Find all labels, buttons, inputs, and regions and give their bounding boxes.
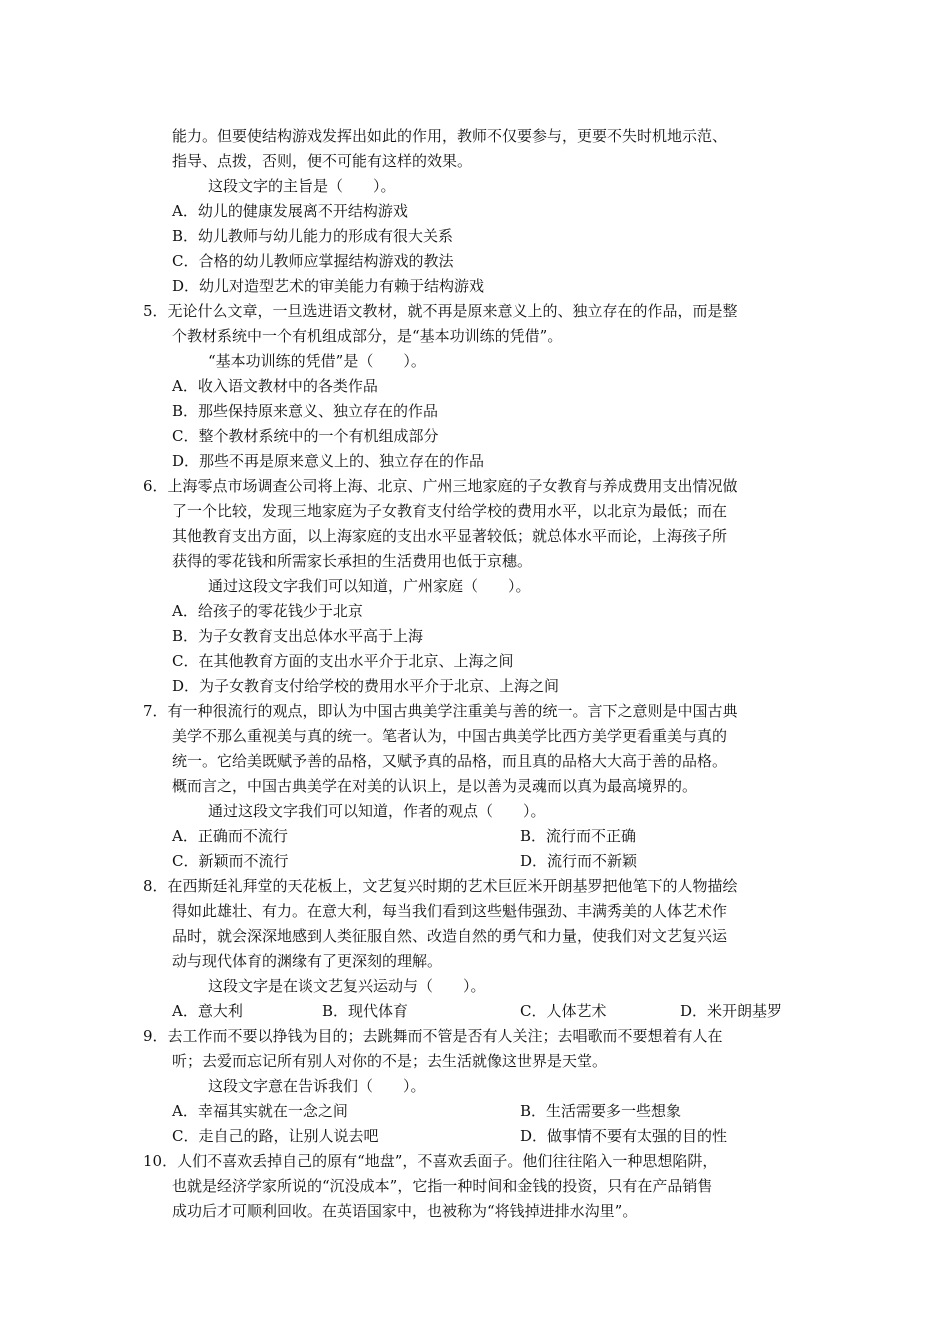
q5-stem: “基本功训练的凭借”是（ ）。 <box>208 352 426 370</box>
q7-option-d: D．流行而不新颖 <box>520 852 638 870</box>
q6-option-a: A．给孩子的零花钱少于北京 <box>172 602 363 620</box>
q10-text-line-3: 成功后才可顺利回收。在英语国家中，也被称为“将钱掉进排水沟里”。 <box>172 1202 638 1220</box>
q9-stem: 这段文字意在告诉我们（ ）。 <box>208 1077 426 1095</box>
q10-text-line-1: 10．人们不喜欢丢掉自己的原有“地盘”，不喜欢丢面子。他们往往陷入一种思想陷阱， <box>143 1152 718 1170</box>
q9-option-a: A．幸福其实就在一念之间 <box>172 1102 348 1120</box>
q4-text-line-2: 指导、点拨，否则，便不可能有这样的效果。 <box>172 152 473 170</box>
q7-stem: 通过这段文字我们可以知道，作者的观点（ ）。 <box>208 802 546 820</box>
q7-text-line-4: 概而言之，中国古典美学在对美的认识上，是以善为灵魂而以真为最高境界的。 <box>172 777 698 795</box>
q6-text-line-3: 其他教育支出方面，以上海家庭的支出水平显著较低；就总体水平而论，上海孩子所 <box>172 527 728 545</box>
q6-stem: 通过这段文字我们可以知道，广州家庭（ ）。 <box>208 577 531 595</box>
q7-option-c: C．新颖而不流行 <box>172 852 289 870</box>
q6-text-line-1: 6．上海零点市场调查公司将上海、北京、广州三地家庭的子女教育与养成费用支出情况做 <box>143 477 738 495</box>
q5-option-a: A．收入语文教材中的各类作品 <box>172 377 378 395</box>
q8-stem: 这段文字是在谈文艺复兴运动与（ ）。 <box>208 977 486 995</box>
q6-text-line-4: 获得的零花钱和所需家长承担的生活费用也低于京穗。 <box>172 552 533 570</box>
q4-text-line-1: 能力。但要使结构游戏发挥出如此的作用，教师不仅要参与，更要不失时机地示范、 <box>172 127 728 145</box>
q5-option-c: C．整个教材系统中的一个有机组成部分 <box>172 427 439 445</box>
q7-option-a: A．正确而不流行 <box>172 827 288 845</box>
q7-option-b: B．流行而不正确 <box>520 827 637 845</box>
q4-option-c: C．合格的幼儿教师应掌握结构游戏的教法 <box>172 252 454 270</box>
q4-option-b: B．幼儿教师与幼儿能力的形成有很大关系 <box>172 227 454 245</box>
q6-option-d: D．为子女教育支付给学校的费用水平介于北京、上海之间 <box>172 677 560 695</box>
q7-text-line-3: 统一。它给美既赋予善的品格，又赋予真的品格，而且真的品格大大高于善的品格。 <box>172 752 728 770</box>
q8-text-line-3: 品时，就会深深地感到人类征服自然、改造自然的勇气和力量，使我们对文艺复兴运 <box>172 927 728 945</box>
q9-option-d: D．做事情不要有太强的目的性 <box>520 1127 728 1145</box>
q8-text-line-2: 得如此雄壮、有力。在意大利，每当我们看到这些魁伟强劲、丰满秀美的人体艺术作 <box>172 902 728 920</box>
q4-option-d: D．幼儿对造型艺术的审美能力有赖于结构游戏 <box>172 277 485 295</box>
q8-option-b: B．现代体育 <box>322 1002 409 1020</box>
q5-text-line-2: 个教材系统中一个有机组成部分，是“基本功训练的凭借”。 <box>172 327 563 345</box>
q9-option-c: C．走自己的路，让别人说去吧 <box>172 1127 379 1145</box>
q6-text-line-2: 了一个比较，发现三地家庭为子女教育支付给学校的费用水平，以北京为最低；而在 <box>172 502 728 520</box>
q4-stem: 这段文字的主旨是（ ）。 <box>208 177 396 195</box>
q8-option-a: A．意大利 <box>172 1002 243 1020</box>
q7-text-line-1: 7．有一种很流行的观点，即认为中国古典美学注重美与善的统一。言下之意则是中国古典 <box>143 702 738 720</box>
q6-option-c: C．在其他教育方面的支出水平介于北京、上海之间 <box>172 652 514 670</box>
q8-text-line-4: 动与现代体育的渊缘有了更深刻的理解。 <box>172 952 443 970</box>
q7-text-line-2: 美学不那么重视美与真的统一。笔者认为，中国古典美学比西方美学更看重美与真的 <box>172 727 728 745</box>
q9-text-line-2: 听；去爱而忘记所有别人对你的不是；去生活就像这世界是天堂。 <box>172 1052 608 1070</box>
q5-option-b: B．那些保持原来意义、独立存在的作品 <box>172 402 439 420</box>
q5-option-d: D．那些不再是原来意义上的、独立存在的作品 <box>172 452 485 470</box>
q9-text-line-1: 9．去工作而不要以挣钱为目的；去跳舞而不管是否有人关注；去唱歌而不要想着有人在 <box>143 1027 723 1045</box>
q9-option-b: B．生活需要多一些想象 <box>520 1102 682 1120</box>
q6-option-b: B．为子女教育支出总体水平高于上海 <box>172 627 424 645</box>
q5-text-line-1: 5．无论什么文章，一旦选进语文教材，就不再是原来意义上的、独立存在的作品，而是整 <box>143 302 738 320</box>
q10-text-line-2: 也就是经济学家所说的“沉没成本”，它指一种时间和金钱的投资，只有在产品销售 <box>172 1177 713 1195</box>
q8-text-line-1: 8．在西斯廷礼拜堂的天花板上，文艺复兴时期的艺术巨匠米开朗基罗把他笔下的人物描绘 <box>143 877 738 895</box>
q8-option-c: C．人体艺术 <box>520 1002 607 1020</box>
q8-option-d: D．米开朗基罗 <box>680 1002 783 1020</box>
q4-option-a: A．幼儿的健康发展离不开结构游戏 <box>172 202 408 220</box>
